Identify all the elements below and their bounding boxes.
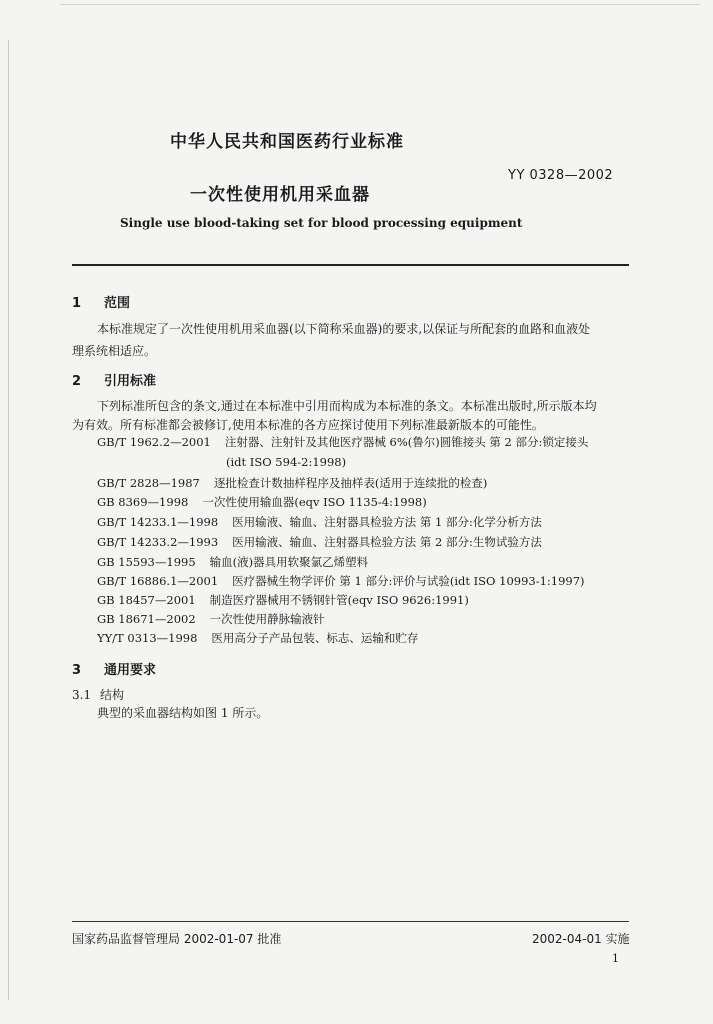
approval-line: 国家药品监督管理局 2002-01-07 批准 [72,932,282,946]
reference-item [97,514,542,530]
section-title: 范围 [104,296,131,311]
reference-item [97,475,487,491]
section-1-line-1: 本标准规定了一次性使用机用采血器(以下简称采血器)的要求,以保证与所配套的血路和血液处 [97,322,591,336]
subsection-title: 结构 [100,688,125,702]
reference-item [97,434,588,450]
section-2-line-2: 为有效。所有标准都会被修订,使用本标准的各方应探讨使用下列标准最新版本的可能性。 [72,418,544,432]
section-number: 1 [72,296,82,311]
reference-title: 一次性使用静脉输液针 [209,612,325,626]
reference-title: 医疗器械生物学评价 第 1 部分:评价与试验(idt ISO 10993-1:1997) [232,574,585,588]
footer-divider [72,921,629,922]
header-divider [72,264,629,266]
reference-title: 输血(液)器具用软聚氯乙烯塑料 [209,555,369,569]
page-left-edge [8,40,9,1000]
section-2-line-1: 下列标准所包含的条文,通过在本标准中引用而构成为本标准的条文。本标准出版时,所示版本均 [97,399,597,413]
reference-title: 制造医疗器械用不锈钢针管(eqv ISO 9626:1991) [209,593,469,607]
reference-item [97,592,469,608]
reference-item [97,573,585,589]
reference-code: GB/T 14233.2—1993 [97,535,219,549]
reference-item-continuation [226,455,346,469]
document-title-english: Single use blood-taking set for blood processing equipment [120,216,523,230]
reference-code: GB/T 16886.1—2001 [97,574,219,588]
reference-title: 逐批检查计数抽样程序及抽样表(适用于连续批的检查) [213,476,488,490]
reference-title: 医用输液、输血、注射器具检验方法 第 1 部分:化学分析方法 [232,515,542,529]
section-3-heading [72,659,156,678]
standard-code: YY 0328—2002 [508,168,614,183]
section-number: 2 [72,374,82,389]
section-1-heading [72,292,130,311]
reference-item [97,630,418,646]
reference-title: (idt ISO 594-2:1998) [226,455,347,469]
section-1-line-2: 理系统相适应。 [72,344,157,358]
page-number: 1 [612,952,619,965]
reference-title: 一次性使用输血器(eqv ISO 1135-4:1998) [202,495,427,509]
reference-title: 医用高分子产品包装、标志、运输和贮存 [211,631,419,645]
reference-code: GB 18457—2001 [97,593,196,607]
reference-title: 注射器、注射针及其他医疗器械 6%(鲁尔)圆锥接头 第 2 部分:锁定接头 [224,435,589,449]
subsection-3-1-text: 典型的采血器结构如图 1 所示。 [97,706,269,720]
section-title: 引用标准 [104,374,157,389]
reference-item [97,554,368,570]
reference-item [97,611,325,627]
section-2-heading [72,370,156,389]
implementation-line: 2002-04-01 实施 [532,932,630,946]
reference-code: GB 18671—2002 [97,612,196,626]
reference-title: 医用输液、输血、注射器具检验方法 第 2 部分:生物试验方法 [232,535,542,549]
reference-code: YY/T 0313—1998 [97,631,198,645]
section-title: 通用要求 [104,663,157,678]
section-number: 3 [72,663,82,678]
reference-item [97,534,542,550]
reference-code: GB/T 14233.1—1998 [97,515,219,529]
reference-code: GB/T 2828—1987 [97,476,200,490]
reference-code: GB/T 1962.2—2001 [97,435,211,449]
reference-code: GB 15593—1995 [97,555,196,569]
organization-heading: 中华人民共和国医药行业标准 [170,132,404,152]
reference-code: GB 8369—1998 [97,495,189,509]
document-title: 一次性使用机用采血器 [190,185,370,205]
reference-item [97,494,427,510]
page-top-edge [60,4,700,5]
subsection-number: 3.1 [72,688,92,702]
